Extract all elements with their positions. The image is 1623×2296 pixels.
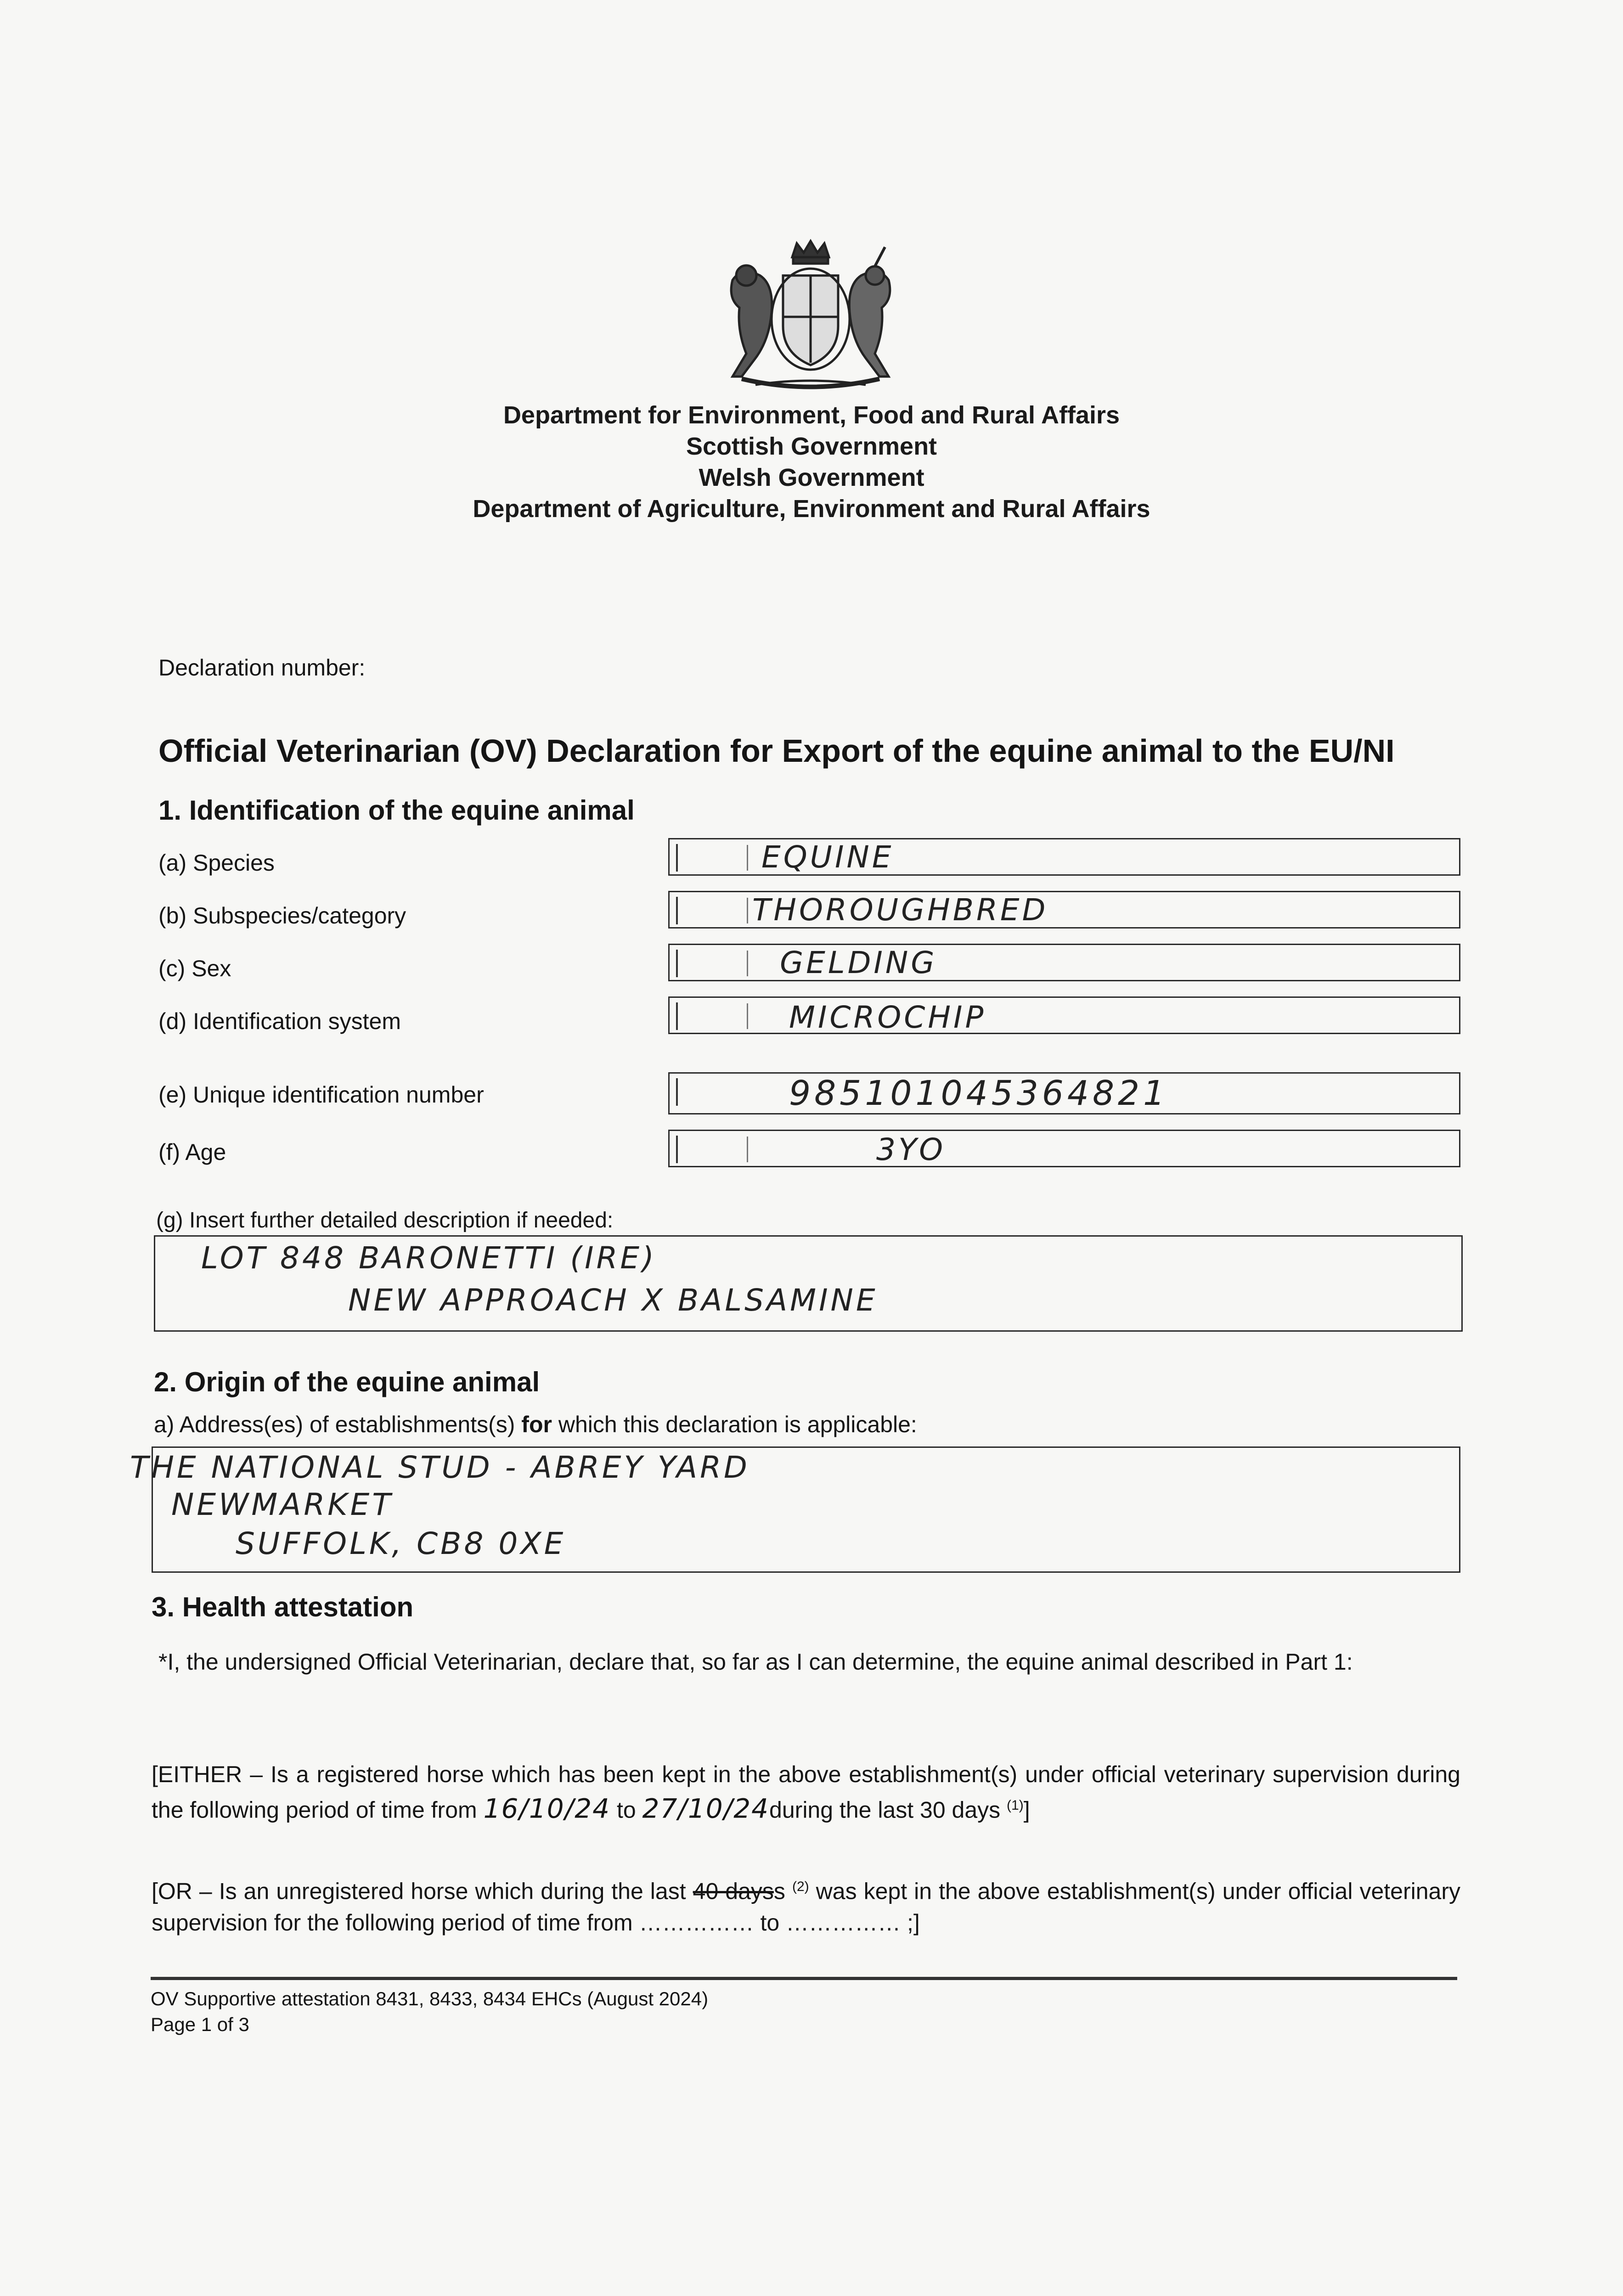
footer: [151, 1986, 708, 2037]
species-value: EQUINE: [761, 839, 894, 875]
identification-system-value: MICROCHIP: [789, 1000, 986, 1035]
royal-coat-of-arms-icon: [714, 239, 907, 395]
identification-system-field[interactable]: [668, 996, 1460, 1034]
establishment-intro: a) Address(es) of establishments(s) for which this declaration is applicable:: [154, 1412, 917, 1437]
address-line-1: THE NATIONAL STUD - ABREY YARD: [130, 1450, 750, 1485]
age-field[interactable]: [668, 1130, 1460, 1167]
section-1-heading: 1. Identification of the equine animal: [158, 795, 635, 826]
or-clause: [OR – Is an unregistered horse which during the last 40 dayss $^{(2)}$ was kept in the above establishment(s) under official veterinary supervision for the following period of time from …………… to …………… ;]: [152, 1878, 1460, 1936]
further-description-field[interactable]: [154, 1235, 1463, 1332]
unique-id-label: (e) Unique identification number: [158, 1082, 484, 1108]
sex-value: GELDING: [780, 945, 937, 980]
authority-line-2: Scottish Government: [686, 433, 937, 460]
subspecies-field[interactable]: [668, 891, 1460, 929]
sex-field[interactable]: [668, 944, 1460, 981]
identification-system-label: (d) Identification system: [158, 1008, 401, 1034]
description-line-2: NEW APPROACH X BALSAMINE: [348, 1283, 878, 1318]
either-clause: [EITHER – Is a registered horse which has been kept in the above establishment(s) under official veterinary supervision during the following period of time from 16/10/24 to 27/10/24during the last 30 days $^{(1)}$]: [152, 1761, 1460, 1824]
description-line-1: LOT 848 BARONETTI (IRE): [201, 1240, 657, 1276]
subspecies-label: (b) Subspecies/category: [158, 903, 406, 929]
footer-divider: [151, 1977, 1457, 1980]
authority-line-1: Department for Environment, Food and Rural Affairs: [503, 401, 1120, 429]
page-number: Page 1 of 3: [151, 2014, 249, 2035]
from-date: 16/10/24: [483, 1793, 611, 1824]
sex-label: (c) Sex: [158, 956, 231, 981]
address-line-2: NEWMARKET: [171, 1487, 394, 1522]
declaration-number-label: Declaration number:: [158, 655, 366, 681]
subspecies-value: THOROUGHBRED: [752, 892, 1048, 928]
age-value: 3YO: [876, 1132, 946, 1167]
issuing-authorities: [0, 400, 1623, 524]
species-label: (a) Species: [158, 850, 275, 876]
footer-reference: OV Supportive attestation 8431, 8433, 8434 EHCs (August 2024): [151, 1988, 709, 2009]
to-date: 27/10/24: [642, 1793, 770, 1824]
further-description-label: (g) Insert further detailed description if needed:: [156, 1208, 614, 1232]
address-line-3: SUFFOLK, CB8 0XE: [236, 1526, 566, 1561]
section-2-heading: 2. Origin of the equine animal: [154, 1367, 540, 1397]
attestation-statement: *I, the undersigned Official Veterinarian, declare that, so far as I can determine, the equine animal described in Part 1:: [158, 1649, 1353, 1675]
unique-id-field[interactable]: [668, 1072, 1460, 1114]
unique-id-value: 985101045364821: [789, 1074, 1169, 1113]
species-field[interactable]: [668, 838, 1460, 876]
establishment-address-field[interactable]: [130, 1446, 1460, 1573]
authority-line-4: Department of Agriculture, Environment and Rural Affairs: [473, 495, 1150, 523]
authority-line-3: Welsh Government: [699, 464, 924, 491]
section-3-heading: 3. Health attestation: [152, 1592, 414, 1622]
age-label: (f) Age: [158, 1139, 226, 1165]
document-title: Official Veterinarian (OV) Declaration for Export of the equine animal to the EU/NI: [158, 733, 1395, 769]
